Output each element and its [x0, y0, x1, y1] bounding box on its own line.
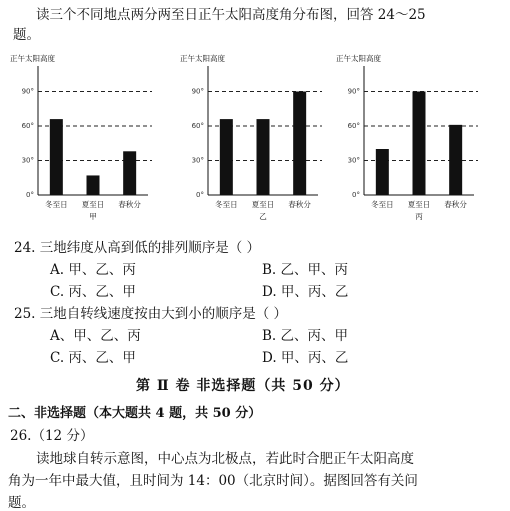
x-tick-label: 春秋分: [444, 200, 467, 209]
bar-夏至日: [87, 175, 100, 195]
q24-option-a: A. 甲、乙、丙: [50, 262, 136, 278]
x-tick-label: 冬至日: [215, 200, 238, 209]
chart-yi: [178, 52, 338, 242]
bar-冬至日: [50, 119, 63, 195]
q26-number: 26.（12 分）: [10, 428, 94, 444]
x-tick-label: 春秋分: [288, 200, 311, 209]
y-tick-label: 30°: [347, 156, 360, 165]
y-tick-label: 30°: [191, 156, 204, 165]
x-tick-label: 夏至日: [81, 200, 105, 209]
q25-stem: 25. 三地自转线速度按由大到小的顺序是（ ）: [14, 306, 288, 322]
x-tick-label: 夏至日: [251, 200, 275, 209]
chart-svg-1: [178, 52, 338, 242]
y-axis-label: 正午太阳高度: [336, 54, 381, 63]
bar-冬至日: [376, 149, 389, 195]
y-axis-label: 正午太阳高度: [10, 54, 55, 63]
y-tick-label: 90°: [191, 87, 204, 96]
bar-夏至日: [413, 92, 426, 196]
bar-春秋分: [123, 151, 136, 195]
chart-svg-2: [334, 52, 494, 242]
bar-冬至日: [220, 119, 233, 195]
q26-line-2: 角为一年中最大值，且时间为 14：00（北京时间）。据图回答有关问: [8, 473, 418, 489]
x-tick-label: 冬至日: [45, 200, 68, 209]
q24-stem: 24. 三地纬度从高到低的排列顺序是（ ）: [14, 240, 261, 256]
chart-bing: [334, 52, 494, 242]
q24-option-b: B. 乙、甲、丙: [262, 262, 349, 278]
q26-line-3: 题。: [8, 495, 35, 511]
q26-line-1: 读地球自转示意图，中心点为北极点，若此时合肥正午太阳高度: [36, 451, 414, 467]
y-tick-label: 30°: [21, 156, 34, 165]
y-tick-label: 60°: [347, 122, 360, 130]
chart-svg-0: [8, 52, 168, 242]
x-tick-label: 夏至日: [407, 200, 431, 209]
part2-title: 第 Ⅱ 卷 非选择题（共 50 分）: [136, 378, 350, 394]
y-tick-label: 60°: [21, 122, 34, 130]
y-tick-label: 90°: [347, 87, 360, 96]
intro-line-1: 读三个不同地点两分两至日正午太阳高度角分布图，回答 24～25: [36, 7, 426, 23]
y-tick-label: 90°: [21, 87, 34, 96]
y-tick-label: 0°: [352, 191, 360, 199]
chart-jia: [8, 52, 168, 242]
q24-option-d: D. 甲、丙、乙: [262, 284, 349, 300]
chart-name-label: 甲: [89, 212, 97, 221]
q24-option-c: C. 丙、乙、甲: [50, 284, 136, 300]
bar-夏至日: [257, 119, 270, 195]
y-tick-label: 0°: [26, 191, 34, 199]
q25-option-b: B. 乙、丙、甲: [262, 328, 349, 344]
y-tick-label: 0°: [196, 191, 204, 199]
q25-option-a: A、甲、乙、丙: [50, 328, 141, 344]
q25-option-d: D. 甲、丙、乙: [262, 350, 349, 366]
bar-春秋分: [293, 92, 306, 196]
x-tick-label: 冬至日: [371, 200, 394, 209]
bar-春秋分: [449, 125, 462, 195]
q25-option-c: C. 丙、乙、甲: [50, 350, 136, 366]
y-tick-label: 60°: [191, 122, 204, 130]
chart-name-label: 乙: [259, 212, 267, 221]
section-heading: 二、非选择题（本大题共 4 题，共 50 分）: [8, 406, 262, 421]
x-tick-label: 春秋分: [118, 200, 141, 209]
chart-name-label: 丙: [415, 212, 423, 221]
y-axis-label: 正午太阳高度: [180, 54, 225, 63]
intro-line-2: 题。: [13, 27, 40, 43]
